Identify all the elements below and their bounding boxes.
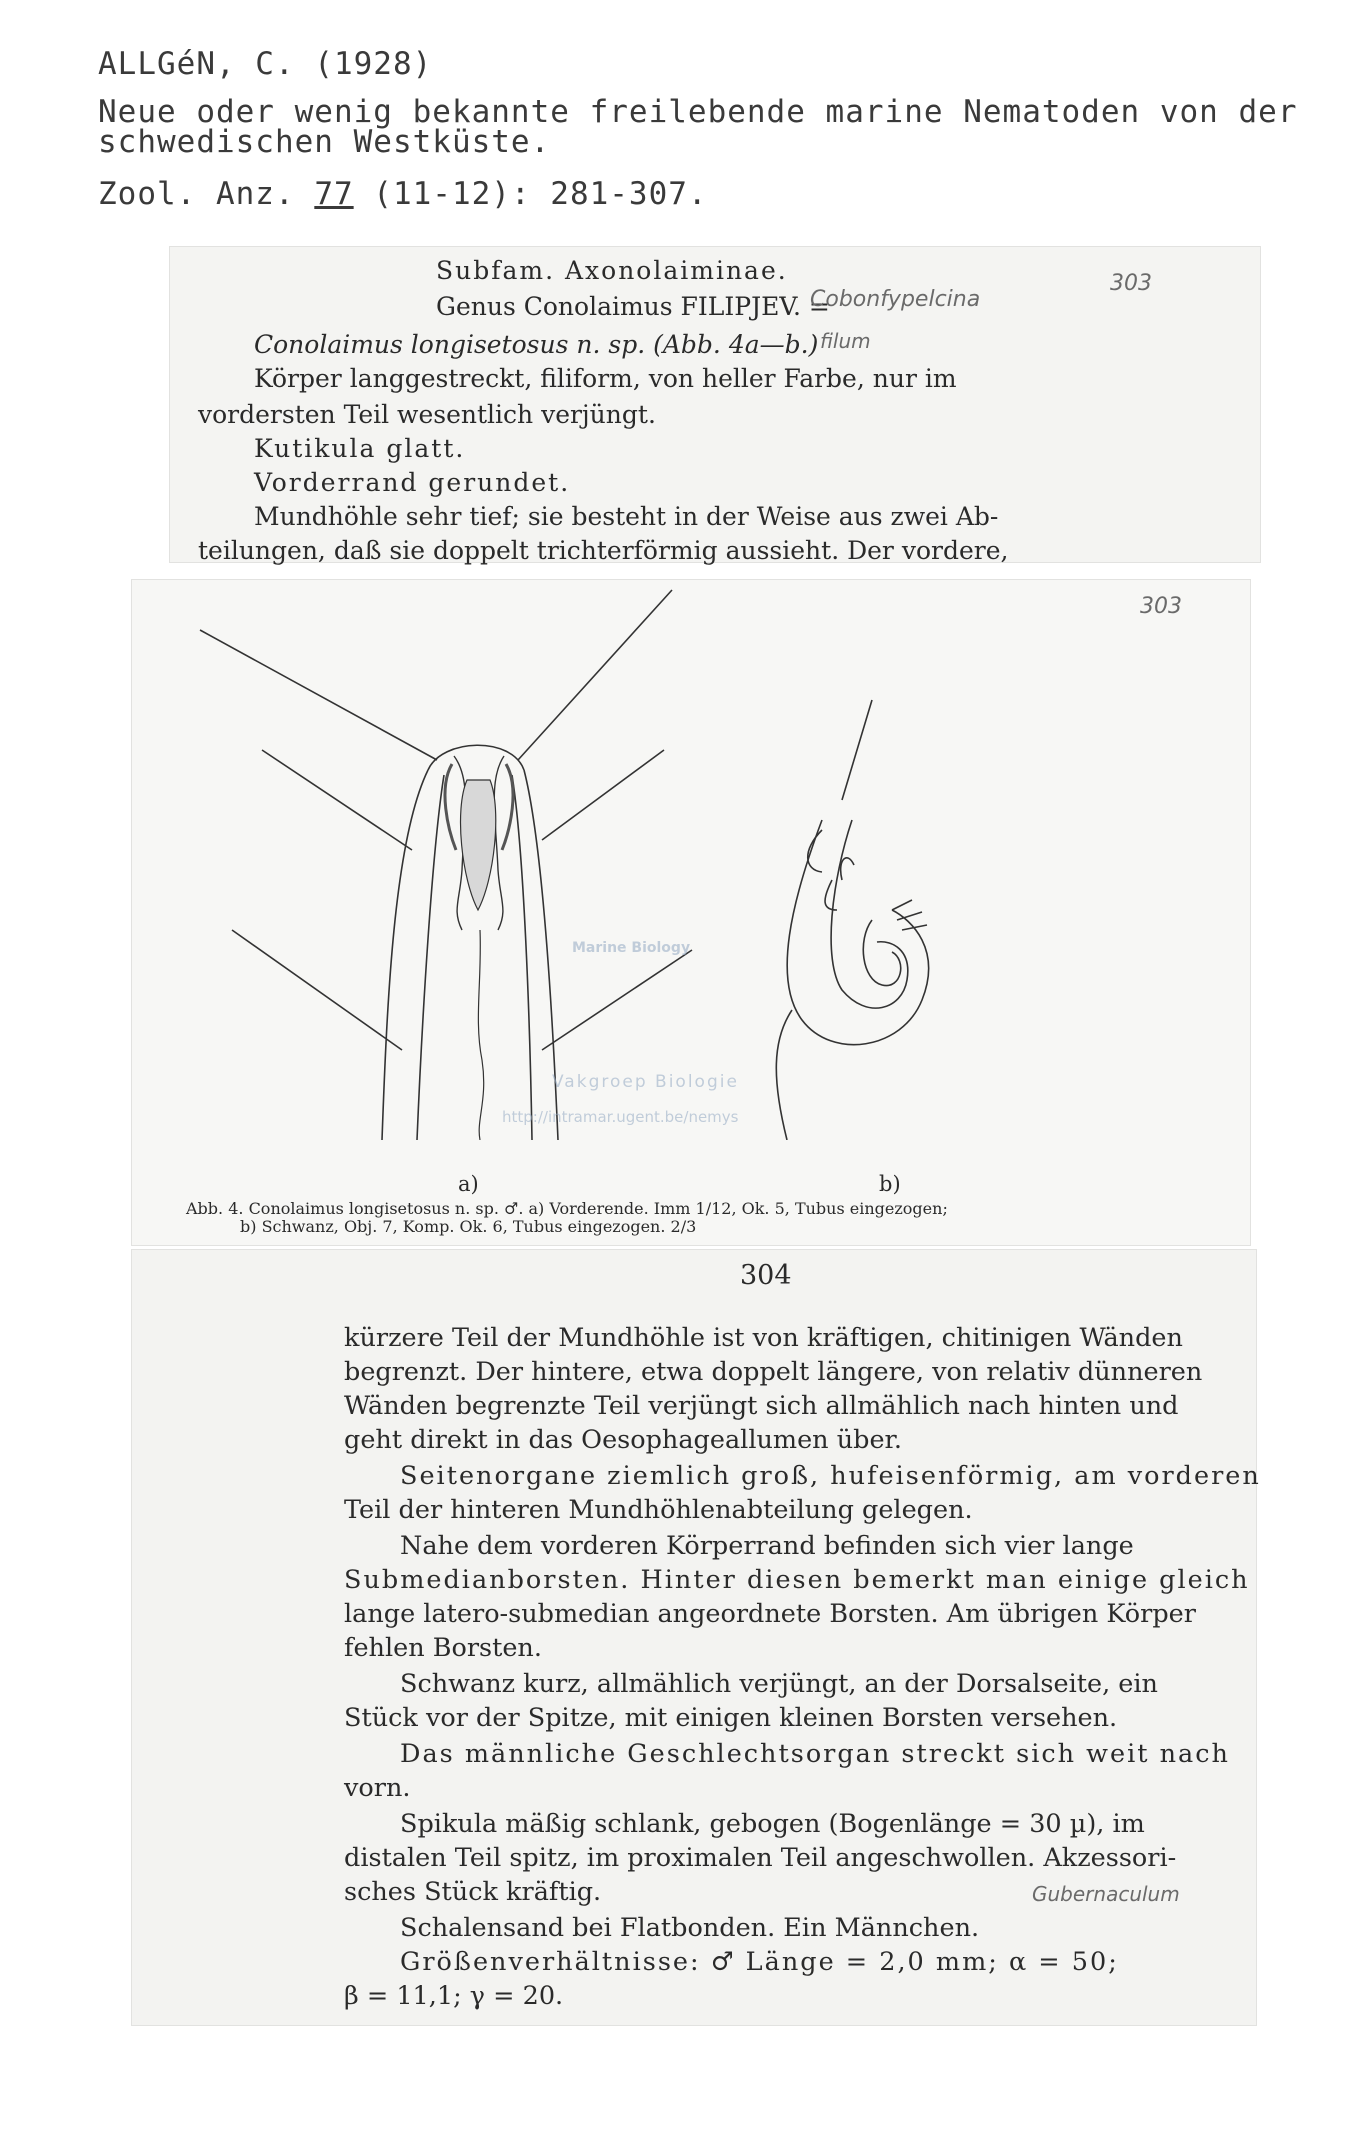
text-line: Vorderrand gerundet. [254,468,571,497]
journal-pages: (11-12): 281-307. [353,176,708,212]
reference-author-year: ALLGéN, C. (1928) [98,46,433,82]
text-line: Größenverhältnisse: ♂ Länge = 2,0 mm; α = 50; [400,1947,1119,1977]
text-line: Nahe dem vorderen Körperrand befinden sich vier lange [400,1531,1134,1561]
figure-label-b: b) [879,1172,901,1196]
handwritten-page-303: 303 [1110,271,1152,296]
text-line: vorn. [344,1773,411,1803]
nematode-drawing [132,580,1250,1140]
spicule [863,920,900,986]
text-line: fehlen Borsten. [344,1633,542,1663]
text-line: β = 11,1; γ = 20. [344,1981,564,2011]
subfamily-heading: Subfam. Axonolaiminae. [436,256,788,285]
clipping-page-303-text [170,247,1260,565]
seta [518,590,672,760]
watermark-subtitle: Vakgroep Biologie [552,1072,739,1092]
body-outline-left [382,770,428,1140]
text-line: Seitenorgane ziemlich groß, hufeisenförmig, am vorderen [400,1461,1261,1491]
text-line: Schalensand bei Flatbonden. Ein Männchen. [400,1913,980,1943]
text-line: Wänden begrenzte Teil verjüngt sich allmählich nach hinten und [344,1391,1179,1421]
handwritten-page-303: 303 [1140,594,1182,619]
watermark-url: http://intramar.ugent.be/nemys [502,1108,739,1126]
text-line: distalen Teil spitz, im proximalen Teil angeschwollen. Akzessori- [344,1843,1177,1873]
text-line: vordersten Teil wesentlich verjüngt. [198,400,656,429]
text-line: Spikula mäßig schlank, gebogen (Bogenlänge = 30 µ), im [400,1809,1145,1839]
seta [542,750,664,840]
seta [262,750,412,850]
figure-caption-line2: b) Schwanz, Obj. 7, Komp. Ok. 6, Tubus eingezogen. 2/3 [240,1217,697,1236]
inner-wall-left [417,775,444,1140]
reference-title-line2: schwedischen Westküste. [98,124,551,160]
text-line: Kutikula glatt. [254,434,466,463]
handwritten-species-note: filum [820,329,871,353]
journal-name: Zool. Anz. [98,176,315,212]
text-line: Schwanz kurz, allmählich verjüngt, an der Dorsalseite, ein [400,1669,1158,1699]
inner-wall-right [512,775,532,1140]
text-line: sches Stück kräftig. [344,1877,602,1907]
reference-title-line1: Neue oder wenig bekannte freilebende marine Nematoden von der [98,94,1298,130]
seta [200,630,437,760]
handwritten-note: Gubernaculum [1032,1882,1180,1906]
seta [542,950,692,1050]
handwritten-genus-note: Cobonfypelcina [810,287,981,312]
clipping-page-304-text [132,1250,1261,2025]
head-cap [428,745,524,770]
text-line: Mundhöhle sehr tief; sie besteht in der Weise aus zwei Ab- [254,502,999,531]
text-line: begrenzt. Der hintere, etwa doppelt längere, von relativ dünneren [344,1357,1203,1387]
text-line: geht direkt in das Oesophageallumen über. [344,1425,903,1455]
text-line: Submedianborsten. Hinter diesen bemerkt man einige gleich [344,1565,1250,1595]
seta [232,930,402,1050]
species-heading: Conolaimus longisetosus n. sp. (Abb. 4a—b.) [254,330,819,359]
journal-volume: 77 [314,176,354,212]
clipping-figure [132,580,1250,1245]
page-number: 304 [740,1260,792,1291]
text-line: teilungen, daß sie doppelt trichterförmig aussieht. Der vordere, [198,536,1009,565]
figure-label-a: a) [458,1172,479,1196]
text-line: Das männliche Geschlechtsorgan streckt sich weit nach [400,1739,1230,1769]
reference-journal [98,174,708,214]
genus-heading: Genus Conolaimus FILIPJEV. = [436,292,830,321]
text-line: Teil der hinteren Mundhöhlenabteilung gelegen. [344,1495,973,1525]
text-line: kürzere Teil der Mundhöhle ist von kräftigen, chitinigen Wänden [344,1323,1183,1353]
text-line: Stück vor der Spitze, mit einigen kleinen Borsten versehen. [344,1703,1118,1733]
text-line: Körper langgestreckt, filiform, von heller Farbe, nur im [254,364,957,393]
figure-caption-line1: Abb. 4. Conolaimus longisetosus n. sp. ♂. a) Vorderende. Imm 1/12, Ok. 5, Tubus eingezogen; [186,1199,948,1218]
text-line: lange latero-submedian angeordnete Borsten. Am übrigen Körper [344,1599,1196,1629]
watermark-title: Marine Biology [572,940,691,956]
